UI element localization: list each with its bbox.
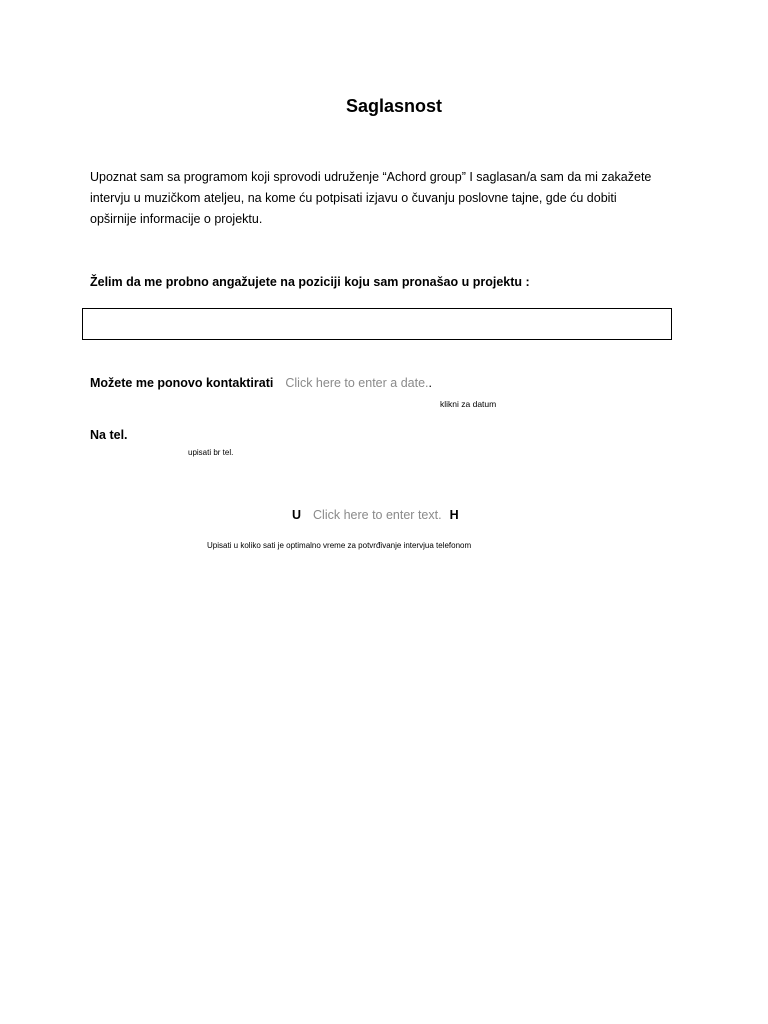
document-title: Saglasnost [345, 96, 443, 116]
hours-hint: Upisati u koliko sati je optimalno vreme za potvrđivanje intervjua telefonom [207, 541, 472, 550]
date-picker-field[interactable]: Click here to enter a date. [285, 376, 429, 390]
hours-row [292, 508, 459, 522]
phone-label: Na tel. [90, 428, 128, 442]
intro-line: intervju u muzičkom ateljeu, na kome ću potpisati izjavu o čuvanju poslovne tajne, gde ću dobiti [90, 191, 617, 205]
hours-prefix: U [292, 508, 302, 522]
phone-hint: upisati br tel. [188, 448, 234, 457]
date-suffix: . [428, 376, 432, 390]
contact-row [90, 376, 432, 390]
hours-text-field[interactable]: Click here to enter text. [313, 508, 442, 522]
contact-label: Možete me ponovo kontaktirati [90, 376, 274, 390]
hours-suffix: H [449, 508, 459, 522]
date-hint: klikni za datum [440, 399, 497, 409]
intro-line: opširnije informacije o projektu. [90, 212, 263, 226]
position-question: Želim da me probno angažujete na poziciji koju sam pronašao u projektu : [90, 275, 530, 289]
position-answer-field[interactable] [82, 308, 672, 340]
intro-paragraph [90, 167, 670, 230]
intro-line: Upoznat sam sa programom koji sprovodi udruženje “Achord group” I saglasan/a sam da mi zakažete [90, 170, 652, 184]
